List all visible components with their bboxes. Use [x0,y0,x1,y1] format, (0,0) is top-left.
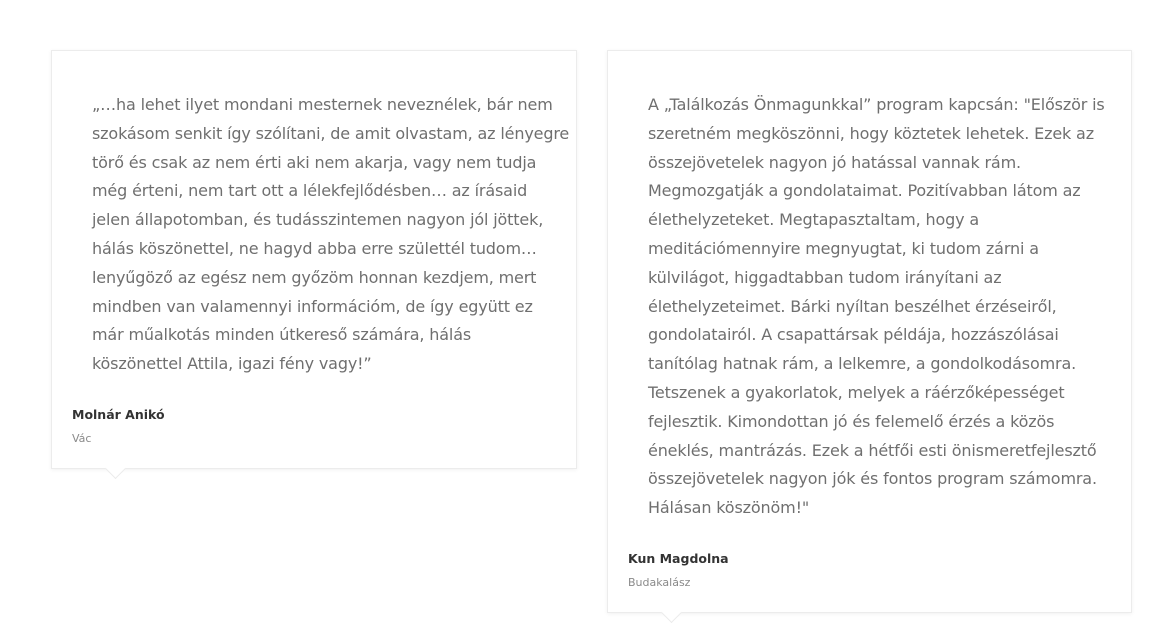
testimonial-location: Budakalász [628,576,691,589]
testimonial-author: Kun Magdolna [628,551,729,566]
testimonial-author: Molnár Anikó [72,407,165,422]
testimonial-quote: „…ha lehet ilyet mondani mesternek neveznélek, bár nem szokásom senkit így szólítani, de amit olvastam, az lényegre törő és csak az nem érti aki nem akarja, vagy nem tudja még érteni, nem tart ott a lélekfejlődésben… az írásaid jelen állapotomban, és tudásszintemen nagyon jól jöttek, hálás köszönettel, ne hagyd abba erre születtél tudom… lenyűgöző az egész nem győzöm honnan kezdjem, mert mindben van valamennyi információm, de így együtt ez már műalkotás minden útkereső számára, hálás köszönettel Attila, igazi fény vagy!” [92,95,570,374]
testimonial-quote: A „Találkozás Önmagunkkal” program kapcsán: "Először is szeretném megköszönni, hogy köztetek lehetek. Ezek az összejövetelek nagyon jó hatással vannak rám. Megmozgatják a gondolataimat. Pozitívabban látom az élethelyzeteket. Megtapasztaltam, hogy a meditációmennyire megnyugtat, ki tudom zárni a külvilágot, higgadtabban tudom irányítani az élethelyzeteimet. Bárki nyíltan beszélhet érzéseiről, gondolatairól. A csapattársak példája, hozzászólásai tanítólag hatnak rám, a lelkemre, a gondolkodásomra. Tetszenek a gyakorlatok, melyek a ráérzőképességet fejlesztik. Kimondottan jó és felemelő érzés a közös éneklés, mantrázás. Ezek a hétfői esti önismeretfejlesztő összejövetelek nagyon jók és fontos program számomra. Hálásan köszönöm!" [648,95,1105,518]
testimonial-card [51,50,577,469]
testimonial-card [607,50,1132,613]
testimonial-location: Vác [72,432,92,445]
speech-bubble-tail [661,602,682,623]
speech-bubble-tail [105,458,126,479]
